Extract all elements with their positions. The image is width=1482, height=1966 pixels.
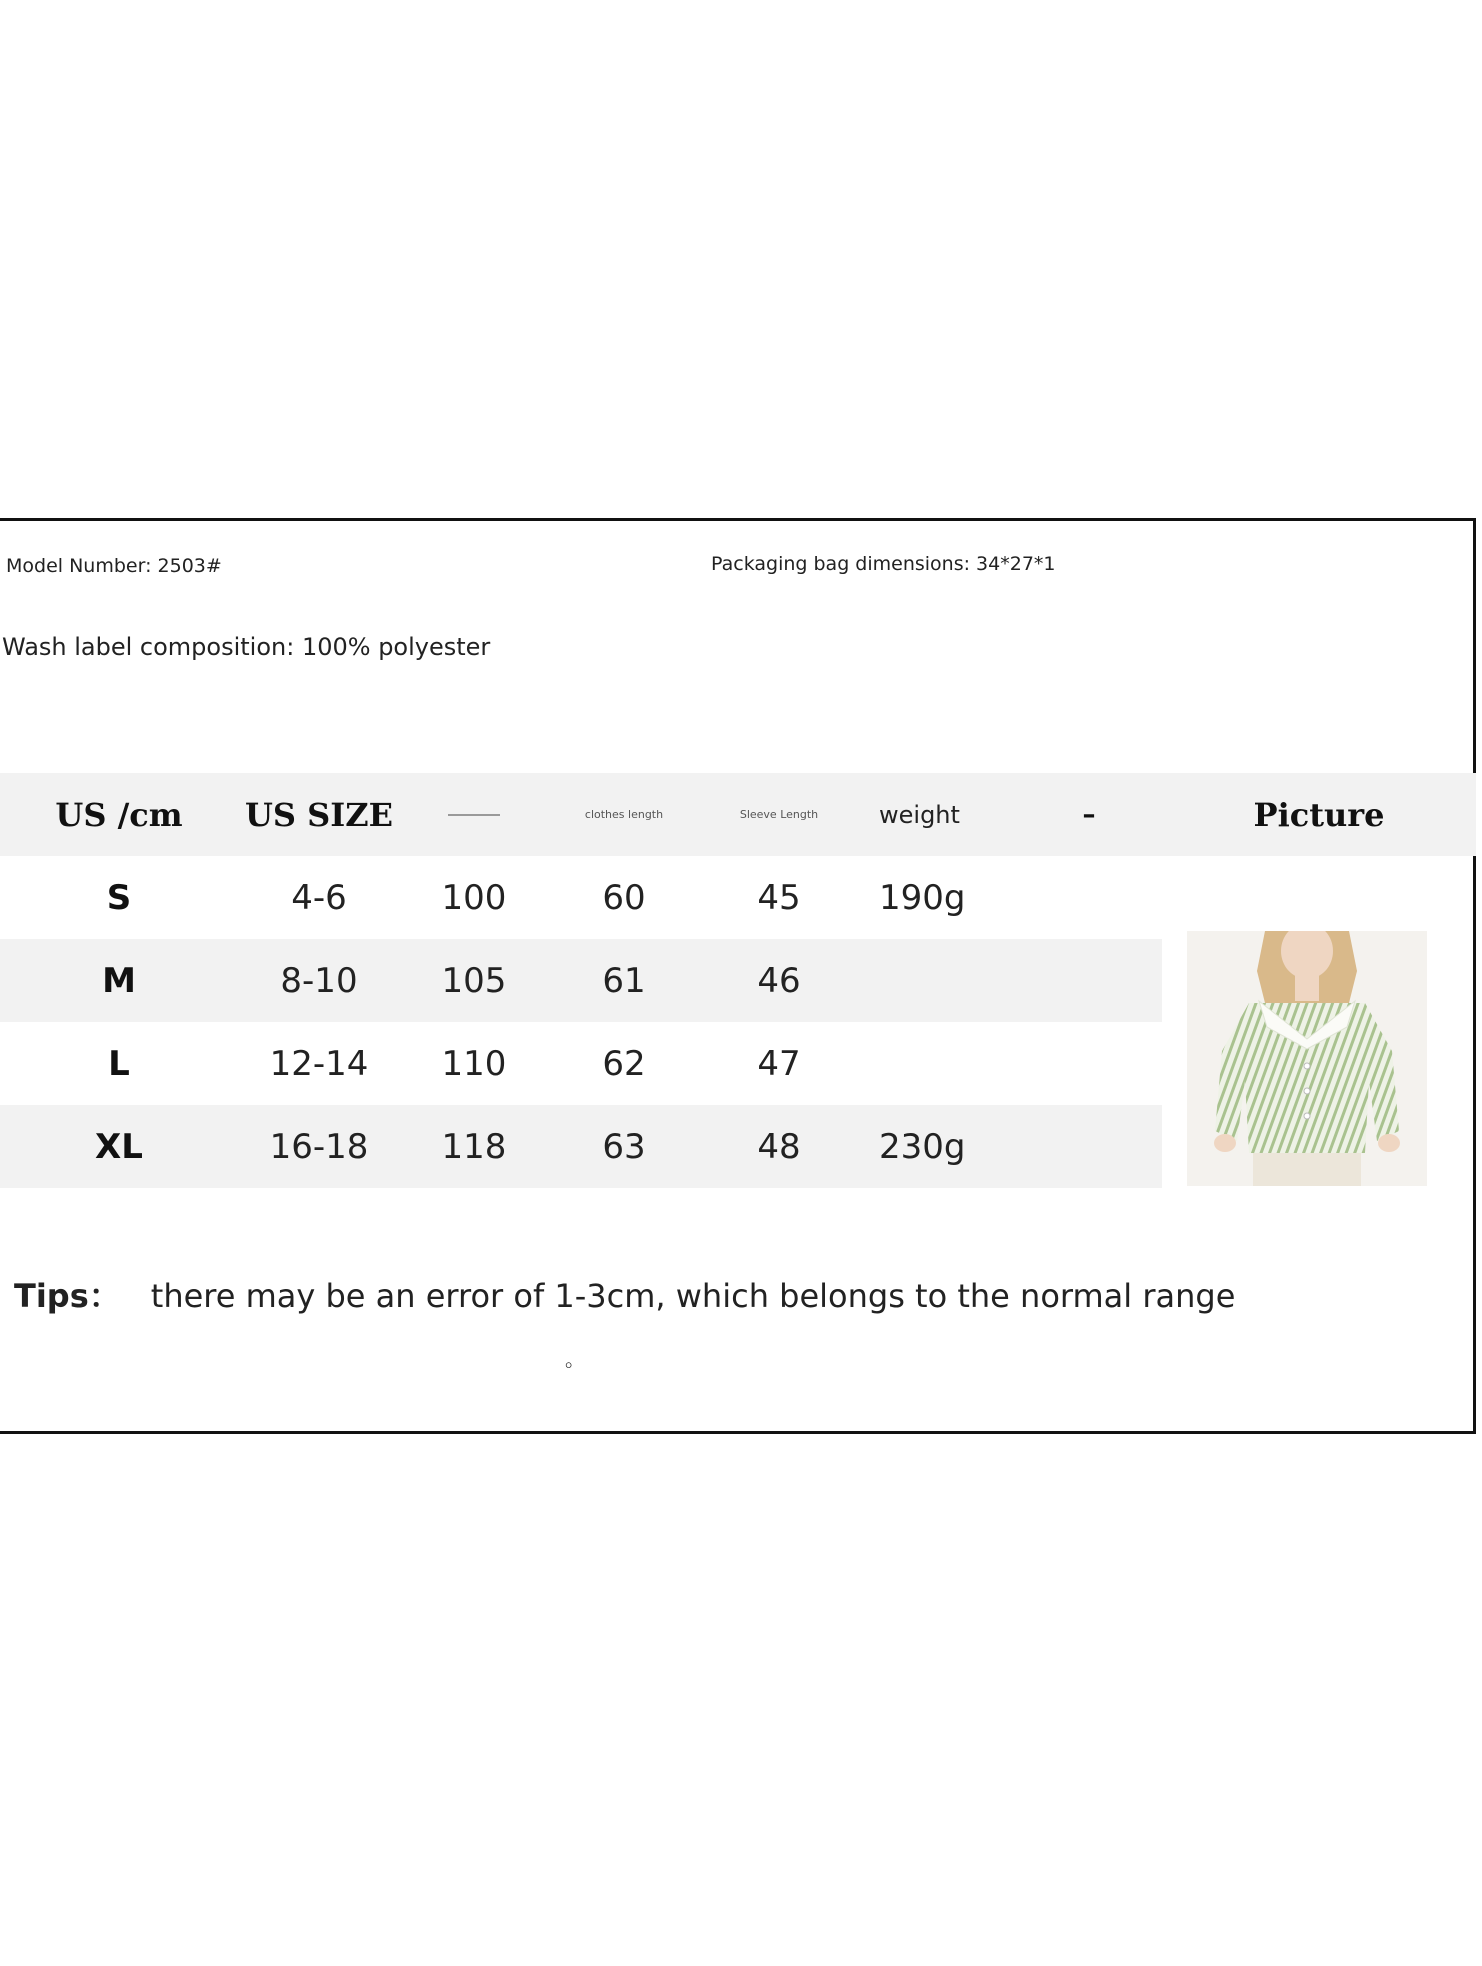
- model-number: Model Number: 2503#: [6, 555, 222, 577]
- size-label: L: [108, 1043, 130, 1084]
- tips-text: there may be an error of 1-3cm, which belongs to the normal range: [150, 1277, 1236, 1315]
- header-weight: weight: [879, 800, 960, 829]
- clothes-length-value: 60: [602, 877, 646, 918]
- chest-value: 100: [441, 877, 507, 918]
- weight-value: 230g: [879, 1126, 966, 1167]
- header-picture: Picture: [1253, 795, 1385, 834]
- wash-label-composition: Wash label composition: 100% polyester: [2, 633, 491, 661]
- chest-value: 110: [441, 1043, 507, 1084]
- header-us-cm: US /cm: [55, 795, 183, 834]
- sleeve-length-value: 48: [757, 1126, 801, 1167]
- size-label: S: [106, 877, 132, 918]
- weight-value: 190g: [879, 877, 966, 918]
- header-sleeve-length: Sleeve Length: [739, 808, 819, 821]
- table-row: [0, 939, 1162, 1022]
- table-row: [0, 1105, 1162, 1188]
- header-chest: [414, 773, 534, 856]
- product-photo: [1187, 931, 1427, 1186]
- packaging-dimensions: Packaging bag dimensions: 34*27*1: [711, 553, 1056, 575]
- header-dash: –: [1082, 799, 1096, 830]
- us-size-value: 8-10: [280, 960, 358, 1001]
- table-row: [0, 1022, 1162, 1105]
- tips-note: [14, 1271, 1235, 1317]
- weight-value: [879, 1022, 1039, 1105]
- tips-end-mark: 。: [565, 1347, 585, 1371]
- sleeve-length-value: 47: [757, 1043, 801, 1084]
- header-clothes-length: clothes length: [584, 808, 664, 821]
- header-us-size: US SIZE: [245, 795, 393, 834]
- chest-value: 118: [441, 1126, 507, 1167]
- size-label: XL: [95, 1126, 143, 1167]
- table-row: [0, 856, 1162, 939]
- tips-label: Tips：: [14, 1277, 121, 1315]
- us-size-value: 12-14: [269, 1043, 369, 1084]
- weight-value: [879, 939, 1039, 1022]
- clothes-length-value: 61: [602, 960, 646, 1001]
- clothes-length-value: 63: [602, 1126, 646, 1167]
- size-chart-frame: [0, 518, 1476, 1434]
- clothes-length-value: 62: [602, 1043, 646, 1084]
- table-header-row: [0, 773, 1476, 856]
- sleeve-length-value: 45: [757, 877, 801, 918]
- size-label: M: [102, 960, 136, 1001]
- striped-blouse-illustration: [1187, 931, 1427, 1186]
- us-size-value: 4-6: [291, 877, 347, 918]
- illegible-header-text: [448, 813, 500, 817]
- sleeve-length-value: 46: [757, 960, 801, 1001]
- chest-value: 105: [441, 960, 507, 1001]
- us-size-value: 16-18: [269, 1126, 369, 1167]
